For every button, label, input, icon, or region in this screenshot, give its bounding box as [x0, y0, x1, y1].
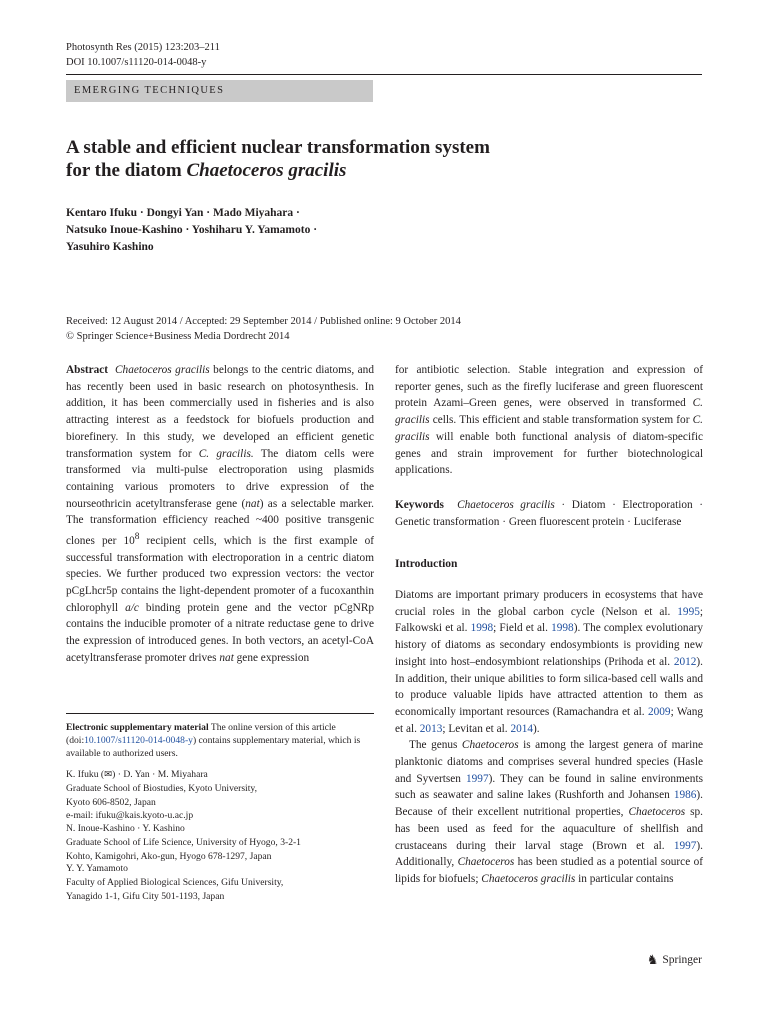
supplementary-note: Electronic supplementary material The online version of this article (doi:10.1007/s11120-014-0048-y) contains supplementary material, which is available to authorized users.	[66, 713, 374, 760]
springer-horse-icon: ♞	[646, 952, 659, 967]
citation-link[interactable]: 2014	[510, 722, 534, 735]
authors-line-3: Yasuhiro Kashino	[66, 241, 154, 253]
keywords: Keywords Chaetoceros gracilis · Diatom · Electroporation · Genetic transformation · Green fluorescent protein · Luciferase	[395, 498, 704, 528]
contact-email[interactable]: e-mail: ifuku@kais.kyoto-u.ac.jp	[66, 810, 194, 822]
copyright-line: © Springer Science+Business Media Dordrecht 2014	[66, 330, 290, 342]
publication-dates	[66, 315, 706, 344]
authors-line-2: Natsuko Inoue-Kashino · Yoshiharu Y. Yamamoto ·	[66, 224, 318, 236]
citation-link[interactable]: 1998	[551, 622, 574, 635]
journal-header	[66, 40, 220, 70]
citation-link[interactable]: 1997	[673, 839, 697, 852]
abstract-paragraph: Abstract Chaetoceros gracilis belongs to the centric diatoms, and has recently been used in basic research on photosynthesis. In addition, it has been commercially used in fisheries and is also attracting interest as a feedstock for biofuels production and biorefinery. In this study, we developed an efficient genetic transformation system for C. gracilis. The diatom cells were transformed via multi-pulse electroporation using plasmids containing various promoters to drive expression of the nourseothricin acetyltransferase gene (nat) as a selectable marker. The transformation efficiency reached ~400 positive transgenic clones per $10^8$ recipient cells, which is the first example of successful transformation with electroporation in a centric diatom species. We further produced two expression vectors: the vector pCgLhcr5p contains the light-dependent promoter of a fucoxanthin chlorophyll a/c binding protein gene and the vector pCgNRp contains the inducible promoter of a nitrate reductase gene to drive the expression of introduced genes. In both vectors, an acetyl-CoA acetyltransferase promoter drives nat gene expression	[66, 364, 374, 664]
citation-link[interactable]: 1986	[673, 789, 697, 802]
affiliation-yamamoto: Y. Y. Yamamoto Faculty of Applied Biological Sciences, Gifu University, Yanagido 1-1, Gifu City 501-1193, Japan	[66, 862, 374, 903]
citation-link[interactable]: 2009	[647, 705, 671, 718]
introduction-paragraph-1: Diatoms are important primary producers in ecosystems that have crucial roles in the global carbon cycle (Nelson et al. 1995; Falkowski et al. 1998; Field et al. 1998). The complex evolutionary history of diatoms as secondary endosymbionts is providing new insight into host–endosymbiont relationships (Prihoda et al. 2012). In addition, their unique abilities to form silica-based cell walls and to produce valuable lipids have attracted attention to them as economically important resources (Ramachandra et al. 2009; Wang et al. 2013; Levitan et al. 2014).	[395, 589, 704, 735]
affiliation-ifuku: K. Ifuku (✉) · D. Yan · M. Miyahara Graduate School of Biostudies, Kyoto University, Kyoto 606-8502, Japan e-mail: ifuku@kais.kyoto-u.ac.jp	[66, 768, 374, 823]
title-line-1: A stable and efficient nuclear transformation system	[66, 137, 490, 158]
journal-citation: Photosynth Res (2015) 123:203–211	[66, 42, 220, 53]
publisher-logo	[647, 952, 702, 968]
affiliation-names: N. Inoue-Kashino · Y. Kashino	[66, 823, 185, 834]
affiliation-kashino: N. Inoue-Kashino · Y. Kashino Graduate School of Life Science, University of Hyogo, 3-2-1 Kohto, Kamigohri, Ako-gun, Hyogo 678-1297, Japan	[66, 822, 374, 863]
left-column	[66, 362, 374, 666]
authors-line-1: Kentaro Ifuku · Dongyi Yan · Mado Miyahara ·	[66, 207, 300, 219]
affiliation-names: Y. Y. Yamamoto	[66, 863, 128, 874]
header-rule	[66, 74, 702, 75]
publisher-name: Springer	[662, 954, 702, 966]
introduction-heading: Introduction	[395, 558, 458, 571]
citation-link[interactable]: 2012	[673, 655, 697, 668]
title-species: Chaetoceros gracilis	[186, 160, 347, 181]
dates-line: Received: 12 August 2014 / Accepted: 29 September 2014 / Published online: 9 October 2014	[66, 316, 461, 327]
keywords-label: Keywords	[395, 498, 444, 511]
affiliation-names: K. Ifuku (✉) · D. Yan · M. Miyahara	[66, 769, 208, 780]
citation-link[interactable]: 2013	[419, 722, 443, 735]
citation-link[interactable]: 1998	[470, 622, 494, 635]
abstract-continued: for antibiotic selection. Stable integration and expression of reporter genes, such as the firefly luciferase and green fluorescent protein Azami–Green genes, were observed in transformed C. gracilis cells. This efficient and stable transformation system for C. gracilis will enable both functional analysis of diatom-specific genes and strain improvement for further biotechnological applications.	[395, 364, 703, 477]
introduction-paragraph-2: The genus Chaetoceros is among the largest genera of marine planktonic diatoms and comprises several hundred species (Hasle and Syvertsen 1997). They can be found in saline environments such as seawater and saline lakes (Rushforth and Johansen 1986). Because of their excellent nutritional properties, Chaetoceros sp. has been used as feed for the aquaculture of shellfish and crustaceans during their larval stage (Brown et al. 1997). Additionally, Chaetoceros has been studied as a potential source of lipids for biofuels; Chaetoceros gracilis in particular contains	[395, 739, 703, 885]
citation-link[interactable]: 1997	[466, 772, 489, 785]
author-list	[66, 205, 426, 256]
doi-link[interactable]: 10.1007/s11120-014-0048-y	[84, 735, 193, 746]
abstract-label: Abstract	[66, 364, 109, 376]
citation-link[interactable]: 1995	[677, 605, 700, 618]
section-label: EMERGING TECHNIQUES	[66, 80, 373, 102]
right-column	[395, 362, 703, 888]
journal-doi: DOI 10.1007/s11120-014-0048-y	[66, 57, 207, 68]
article-title	[66, 136, 686, 182]
title-line-2: for the diatom Chaetoceros gracilis	[66, 160, 347, 181]
supplementary-label: Electronic supplementary material	[66, 722, 209, 733]
